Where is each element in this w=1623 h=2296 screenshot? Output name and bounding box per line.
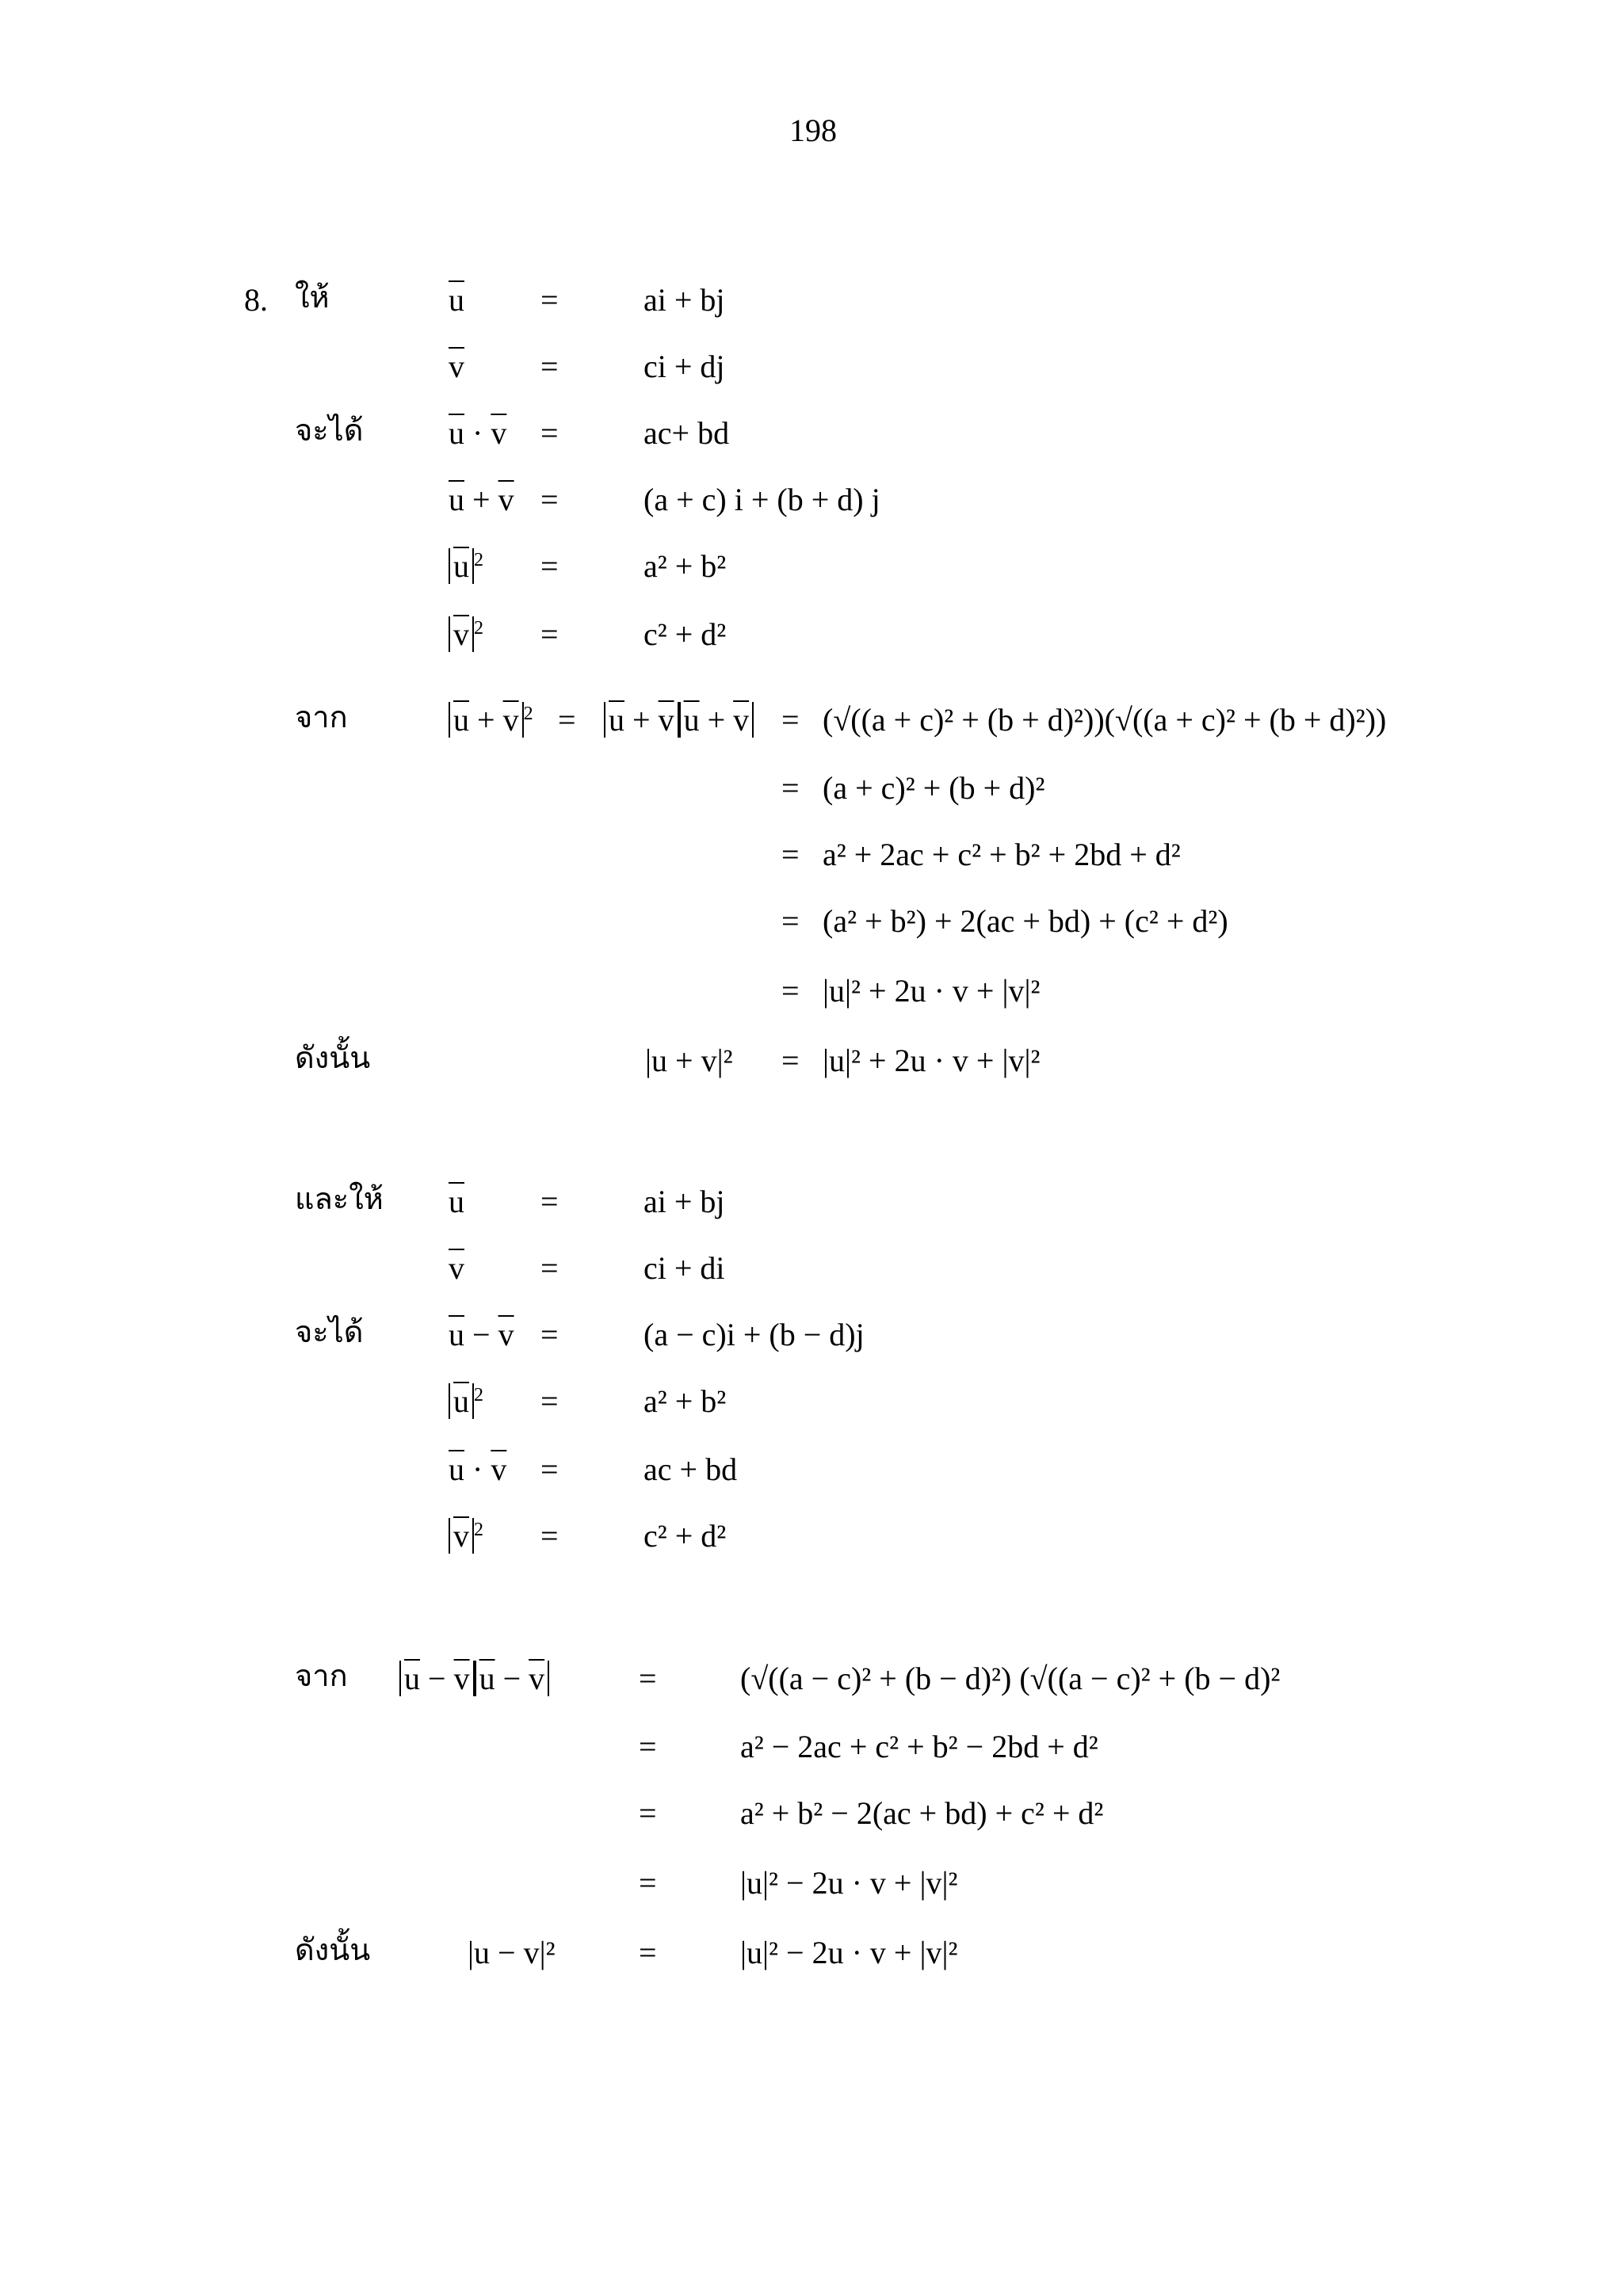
sum-norm-product: $\overline{u} + \overline{v}$ $\overline{u} + \overline{v}$ <box>604 700 754 740</box>
equals-sign: = <box>639 1865 657 1901</box>
u-definition: ai + bj <box>643 282 725 318</box>
label-therefore: ดังนั้น <box>295 1040 371 1075</box>
step-2: (a + c)² + (b + d)² <box>823 770 1045 806</box>
vector-v: $\overline{v}$ <box>449 349 464 384</box>
step-4: (a² + b²) + 2(ac + bd) + (c² + d²) <box>823 903 1228 939</box>
u-plus-v: $\overline{u} + \overline{v}$ <box>449 482 514 517</box>
label-from: จาก <box>295 700 348 734</box>
u-dot-v: $\overline{u} \cdot \overline{v}$ <box>449 415 507 451</box>
dot-product-value: ac+ bd <box>643 415 730 451</box>
sum-norm-squared: $\overline{u} + \overline{v}$ $^2$ <box>449 700 533 740</box>
equals-sign: = <box>540 616 559 652</box>
v-norm-squared: $\overline{v}$ $^2$ <box>449 615 483 654</box>
equals-sign: = <box>540 1250 559 1286</box>
u-norm-sq-value: a² + b² <box>643 548 727 584</box>
step-4: |u|² − 2u · v + |v|² <box>740 1865 958 1901</box>
equals-sign: = <box>540 1451 559 1487</box>
vector-u: $\overline{u}$ <box>449 282 464 318</box>
conclusion-lhs: |u − v|² <box>468 1935 556 1970</box>
v-norm-sq-value: c² + d² <box>643 1518 727 1554</box>
equals-sign: = <box>639 1661 657 1696</box>
u-norm-sq-value: a² + b² <box>643 1383 727 1419</box>
step-5: |u|² + 2u · v + |v|² <box>823 973 1041 1009</box>
label-from: จาก <box>295 1658 348 1693</box>
equals-sign: = <box>781 702 800 738</box>
u-definition: ai + bj <box>643 1184 725 1219</box>
item-number: 8. <box>244 282 268 318</box>
step-1: (√((a + c)² + (b + d)²))(√((a + c)² + (b + d)²)) <box>823 702 1387 738</box>
v-norm-squared: $\overline{v}$ $^2$ <box>449 1516 483 1556</box>
vector-u: $\overline{u}$ <box>449 1184 464 1219</box>
u-dot-v: $\overline{u} \cdot \overline{v}$ <box>449 1451 507 1487</box>
label-therefore: ดังนั้น <box>295 1932 371 1967</box>
step-1: (√((a − c)² + (b − d)²) (√((a − c)² + (b − d)² <box>740 1661 1281 1696</box>
page-number: 198 <box>789 113 837 148</box>
equals-sign: = <box>781 973 800 1009</box>
vector-v: $\overline{v}$ <box>449 1250 464 1286</box>
equals-sign: = <box>540 482 559 517</box>
u-minus-v: $\overline{u} - \overline{v}$ <box>449 1317 514 1352</box>
equals-sign: = <box>540 349 559 384</box>
diff-norm-product: $\overline{u} - \overline{v}$ $\overline{u} - \overline{v}$ <box>399 1659 549 1699</box>
u-norm-squared: $\overline{u}$ $^2$ <box>449 547 483 586</box>
equals-sign: = <box>781 1043 800 1078</box>
v-norm-sq-value: c² + d² <box>643 616 727 652</box>
equals-sign: = <box>639 1795 657 1831</box>
conclusion-lhs: |u + v|² <box>645 1043 733 1078</box>
label-so: จะได้ <box>295 413 364 448</box>
equals-sign: = <box>781 837 800 872</box>
dot-product-value: ac + bd <box>643 1451 738 1487</box>
conclusion-rhs: |u|² − 2u · v + |v|² <box>740 1935 958 1970</box>
label-let: ให้ <box>295 280 330 315</box>
equals-sign: = <box>540 548 559 584</box>
step-3: a² + b² − 2(ac + bd) + c² + d² <box>740 1795 1104 1831</box>
sum-value: (a + c) i + (b + d) j <box>643 482 880 517</box>
equals-sign: = <box>540 1317 559 1352</box>
equals-sign: = <box>540 282 559 318</box>
equals-sign: = <box>639 1935 657 1970</box>
equals-sign: = <box>540 1184 559 1219</box>
v-definition: ci + di <box>643 1250 725 1286</box>
conclusion-rhs: |u|² + 2u · v + |v|² <box>823 1043 1041 1078</box>
equals-sign: = <box>781 770 800 806</box>
equals-sign: = <box>639 1729 657 1764</box>
label-so: จะได้ <box>295 1314 364 1349</box>
equals-sign: = <box>540 415 559 451</box>
equals-sign: = <box>540 1518 559 1554</box>
equals-sign: = <box>558 702 576 738</box>
u-norm-squared: $\overline{u}$ $^2$ <box>449 1382 483 1421</box>
label-and-let: และให้ <box>295 1181 384 1216</box>
difference-value: (a − c)i + (b − d)j <box>643 1317 865 1352</box>
equals-sign: = <box>540 1383 559 1419</box>
v-definition: ci + dj <box>643 349 725 384</box>
equals-sign: = <box>781 903 800 939</box>
step-2: a² − 2ac + c² + b² − 2bd + d² <box>740 1729 1098 1764</box>
step-3: a² + 2ac + c² + b² + 2bd + d² <box>823 837 1181 872</box>
